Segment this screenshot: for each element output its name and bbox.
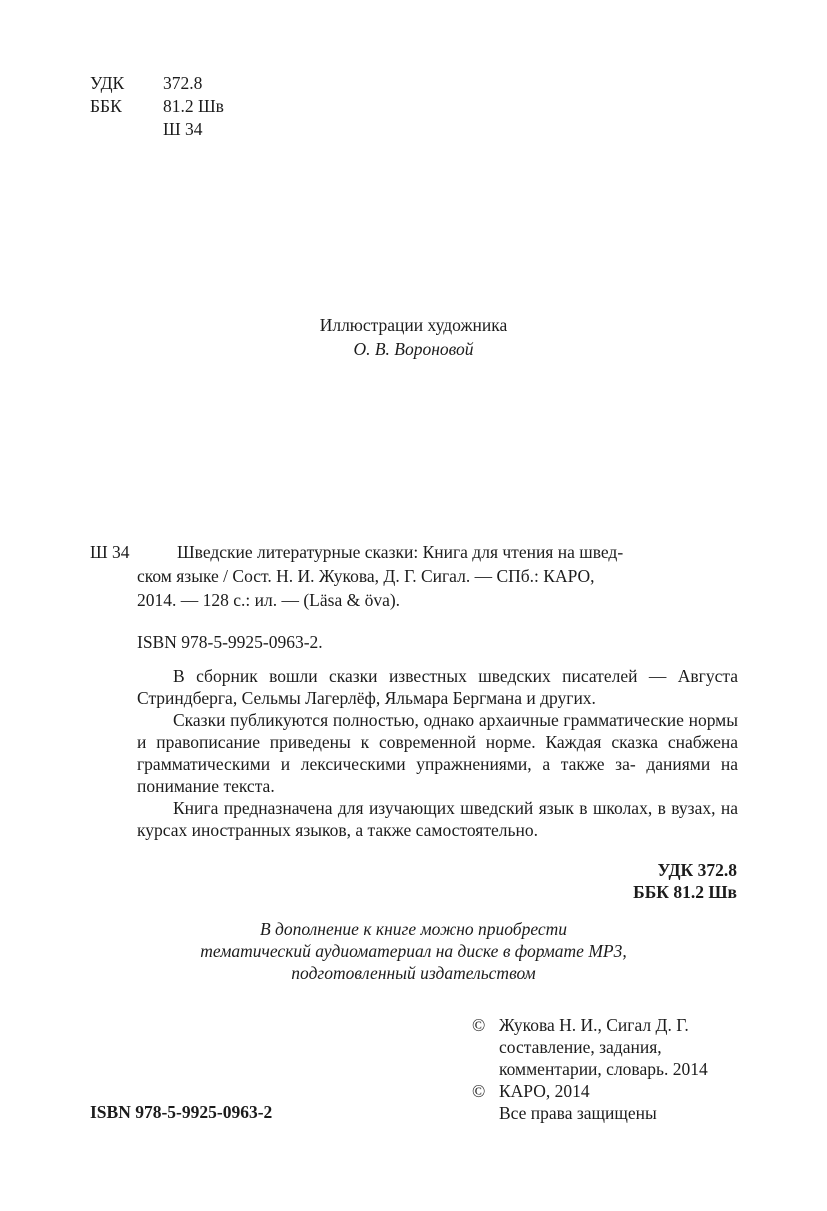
annotation-line: В сборник вошли сказки известных шведских писателей — Августа	[173, 666, 738, 686]
annotation-line: даниями на понимание текста.	[137, 754, 739, 796]
illustrations-line: Иллюстрации художника	[319, 315, 508, 335]
annotation-line: Стриндберга, Сельмы Лагерлёф, Яльмара Бергмана и других.	[137, 688, 596, 708]
supplement-line: В дополнение к книге можно приобрести	[259, 919, 568, 939]
bibliographic-isbn: ISBN 978-5-9925-0963-2.	[137, 632, 323, 652]
copyright-block	[472, 1014, 752, 1124]
copyright-line: КАРО, 2014	[499, 1081, 590, 1101]
classification-value: 81.2 Шв	[163, 96, 224, 116]
classification-label: УДК	[90, 73, 125, 93]
bibliographic-code: Ш 34	[90, 542, 130, 562]
annotation-paragraph	[137, 797, 738, 841]
classification-value: 372.8	[163, 73, 203, 93]
copyright-line: Все права защищены	[499, 1103, 657, 1123]
illustrations-credit	[0, 313, 827, 361]
annotation-paragraph	[137, 709, 738, 797]
bibliographic-entry	[137, 540, 738, 612]
bbk-final: ББК 81.2 Шв	[633, 882, 737, 902]
isbn-bottom: ISBN 978-5-9925-0963-2	[90, 1102, 273, 1122]
copyright-line: комментарии, словарь. 2014	[499, 1059, 708, 1079]
annotation-paragraph	[137, 665, 738, 709]
annotation-line: нормы и правописание приведены к современной норме. Каждая сказка	[137, 710, 739, 752]
classification-value: Ш 34	[163, 119, 203, 139]
supplement-line: подготовленный издательством	[291, 963, 536, 983]
annotation-line: на курсах иностранных языков, а также самостоятельно.	[137, 798, 738, 840]
bibliographic-line: 2014. — 128 с.: ил. — (Läsa & öva).	[137, 590, 401, 610]
copyright-line: составление, задания,	[499, 1037, 662, 1057]
supplement-line: тематический аудиоматериал на диске в формате MP3,	[200, 941, 627, 961]
classification-label: ББК	[90, 96, 122, 116]
udk-final: УДК 372.8	[657, 860, 737, 880]
copyright-icon: ©	[472, 1081, 486, 1101]
bibliographic-line: ском языке / Сост. Н. И. Жукова, Д. Г. Сигал. — СПб.: КАРО,	[137, 566, 595, 586]
bibliographic-line: Шведские литературные сказки: Книга для чтения на швед-	[177, 542, 624, 562]
annotation-line: Сказки публикуются полностью, однако архаичные грамматические	[173, 710, 684, 730]
annotation	[137, 665, 738, 841]
supplement-note	[0, 918, 827, 984]
copyright-line: Жукова Н. И., Сигал Д. Г.	[499, 1015, 689, 1035]
copyright-icon: ©	[472, 1015, 486, 1035]
annotation-line: Книга предназначена для изучающих шведский язык в школах, в вузах,	[173, 798, 716, 818]
annotation-line: снабжена грамматическими и лексическими упражнениями, а также за-	[137, 732, 738, 774]
illustrator-name: О. В. Вороновой	[353, 339, 474, 359]
